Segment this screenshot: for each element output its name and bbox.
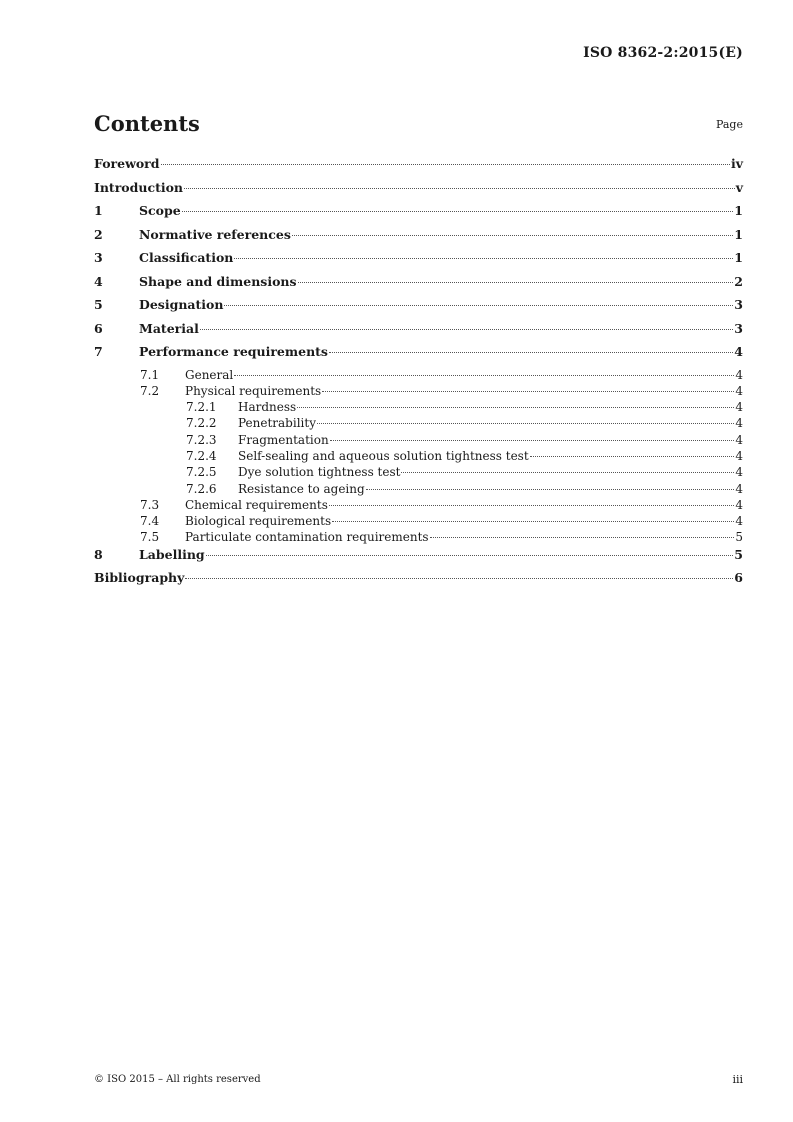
toc-dot-leader	[297, 407, 734, 408]
toc-entry-number: 7.5	[140, 530, 160, 545]
toc-entry-number: 7	[94, 344, 103, 359]
toc-entry-number: 1	[94, 203, 103, 218]
toc-entry[interactable]	[94, 367, 743, 383]
toc-dot-leader	[200, 329, 733, 330]
toc-entry-number: 7.2.4	[186, 448, 217, 463]
toc-entry-page: 4	[735, 383, 743, 398]
toc-dot-leader	[332, 521, 734, 522]
toc-entry-title: Penetrability	[238, 416, 316, 431]
toc-dot-leader	[184, 188, 735, 189]
toc-entry-title: Physical requirements	[185, 383, 322, 398]
toc-entry-number: 7.1	[140, 367, 160, 382]
toc-entry-title: Particulate contamination requirements	[185, 530, 429, 545]
toc-entry-number: 4	[94, 273, 103, 289]
toc-entry[interactable]	[94, 497, 743, 513]
toc-entry-title: Shape and dimensions	[139, 273, 297, 289]
toc-entry-page: 4	[735, 416, 743, 431]
toc-entry-title: Foreword	[94, 156, 160, 171]
contents-title: Contents	[94, 111, 200, 136]
toc-entry-page: 4	[735, 432, 743, 447]
toc-entry[interactable]	[94, 296, 743, 320]
toc-dot-leader	[401, 472, 734, 473]
toc-entry[interactable]	[94, 448, 743, 464]
toc-entry-page: 4	[735, 448, 743, 463]
toc-dot-leader	[317, 423, 734, 424]
toc-entry-page: 3	[734, 297, 743, 312]
toc-entry-title: Dye solution tightness test	[238, 465, 401, 480]
toc-entry[interactable]	[94, 273, 743, 297]
toc-entry[interactable]	[94, 202, 743, 226]
toc-entry-page: 4	[735, 481, 743, 496]
toc-entry-page: iv	[730, 156, 743, 171]
toc-entry-number: 7.3	[140, 497, 160, 512]
toc-dot-leader	[530, 456, 735, 457]
toc-entry[interactable]	[94, 320, 743, 344]
toc-dot-leader	[329, 505, 734, 506]
page-column-label: Page	[715, 118, 743, 131]
toc-entry-page: 5	[735, 530, 743, 545]
toc-entry-page: 4	[735, 367, 743, 382]
toc-entry-number: 7.2.6	[186, 481, 217, 496]
toc-entry[interactable]	[94, 179, 743, 203]
toc-entry-title: Labelling	[139, 546, 205, 562]
toc-entry[interactable]	[94, 226, 743, 250]
toc-entry[interactable]	[94, 415, 743, 431]
toc-dot-leader	[292, 235, 733, 236]
toc-entry-page: 4	[735, 497, 743, 512]
toc-entry-page: 1	[734, 226, 743, 242]
toc-entry-page: 4	[735, 400, 743, 415]
toc-dot-leader	[366, 489, 735, 490]
footer-page-number: iii	[732, 1073, 743, 1086]
toc-entry-number: 7.2.2	[186, 416, 217, 431]
toc-entry[interactable]	[94, 383, 743, 399]
toc-entry-number: 6	[94, 320, 103, 336]
toc-entry-title: Biological requirements	[185, 514, 332, 529]
toc-dot-leader	[182, 211, 734, 212]
toc-entry[interactable]	[94, 513, 743, 529]
toc-dot-leader	[330, 440, 735, 441]
toc-entry-number: 2	[94, 226, 103, 242]
footer-copyright: © ISO 2015 – All rights reserved	[94, 1074, 261, 1085]
toc-entry-title: Chemical requirements	[185, 497, 328, 512]
toc-entry-number: 3	[94, 250, 103, 265]
toc-entry-title: Resistance to ageing	[238, 481, 365, 496]
toc-entry-title: Designation	[139, 297, 224, 312]
toc-entry[interactable]	[94, 432, 743, 448]
toc-entry-page: 5	[734, 546, 743, 562]
table-of-contents	[94, 155, 743, 593]
toc-dot-leader	[224, 305, 733, 306]
toc-dot-leader	[298, 282, 734, 283]
toc-entry[interactable]	[94, 529, 743, 545]
toc-dot-leader	[161, 164, 730, 165]
toc-entry-number: 7.2.1	[186, 400, 217, 415]
toc-entry-title: Fragmentation	[238, 432, 329, 447]
toc-entry-page: 4	[735, 465, 743, 480]
toc-entry[interactable]	[94, 249, 743, 273]
toc-entry-page: 1	[734, 203, 743, 218]
toc-dot-leader	[329, 352, 733, 353]
toc-entry-number: 8	[94, 546, 103, 562]
toc-entry-page: 4	[734, 344, 743, 359]
toc-entry[interactable]	[94, 399, 743, 415]
toc-dot-leader	[206, 555, 734, 556]
toc-entry-page: 1	[734, 250, 743, 265]
toc-entry-title: Self-sealing and aqueous solution tightness test	[238, 448, 529, 463]
toc-entry-title: Bibliography	[94, 570, 185, 586]
toc-entry-title: General	[185, 367, 234, 382]
toc-entry[interactable]	[94, 569, 743, 593]
toc-entry-page: 2	[734, 273, 743, 289]
toc-entry-title: Performance requirements	[139, 344, 328, 359]
toc-entry[interactable]	[94, 343, 743, 367]
toc-entry-title: Material	[139, 320, 199, 336]
toc-entry-page: 4	[735, 514, 743, 529]
toc-entry-title: Scope	[139, 203, 181, 218]
toc-entry-title: Normative references	[139, 226, 291, 242]
toc-entry-page: v	[735, 179, 743, 195]
toc-entry[interactable]	[94, 481, 743, 497]
toc-dot-leader	[234, 375, 734, 376]
toc-entry[interactable]	[94, 546, 743, 570]
toc-entry-number: 7.4	[140, 514, 160, 529]
toc-entry-page: 3	[734, 320, 743, 336]
toc-entry-page: 6	[734, 570, 743, 586]
toc-entry-title: Classification	[139, 250, 234, 265]
toc-dot-leader	[322, 391, 734, 392]
toc-entry-title: Introduction	[94, 179, 184, 195]
toc-entry[interactable]	[94, 464, 743, 480]
toc-entry-number: 5	[94, 297, 103, 312]
toc-dot-leader	[234, 258, 733, 259]
toc-dot-leader	[430, 537, 735, 538]
toc-dot-leader	[185, 578, 733, 579]
toc-entry-number: 7.2	[140, 383, 160, 398]
document-header-code: ISO 8362-2:2015(E)	[583, 45, 743, 61]
toc-entry[interactable]	[94, 155, 743, 179]
toc-entry-number: 7.2.3	[186, 432, 217, 447]
toc-entry-title: Hardness	[238, 400, 297, 415]
toc-entry-number: 7.2.5	[186, 465, 217, 480]
